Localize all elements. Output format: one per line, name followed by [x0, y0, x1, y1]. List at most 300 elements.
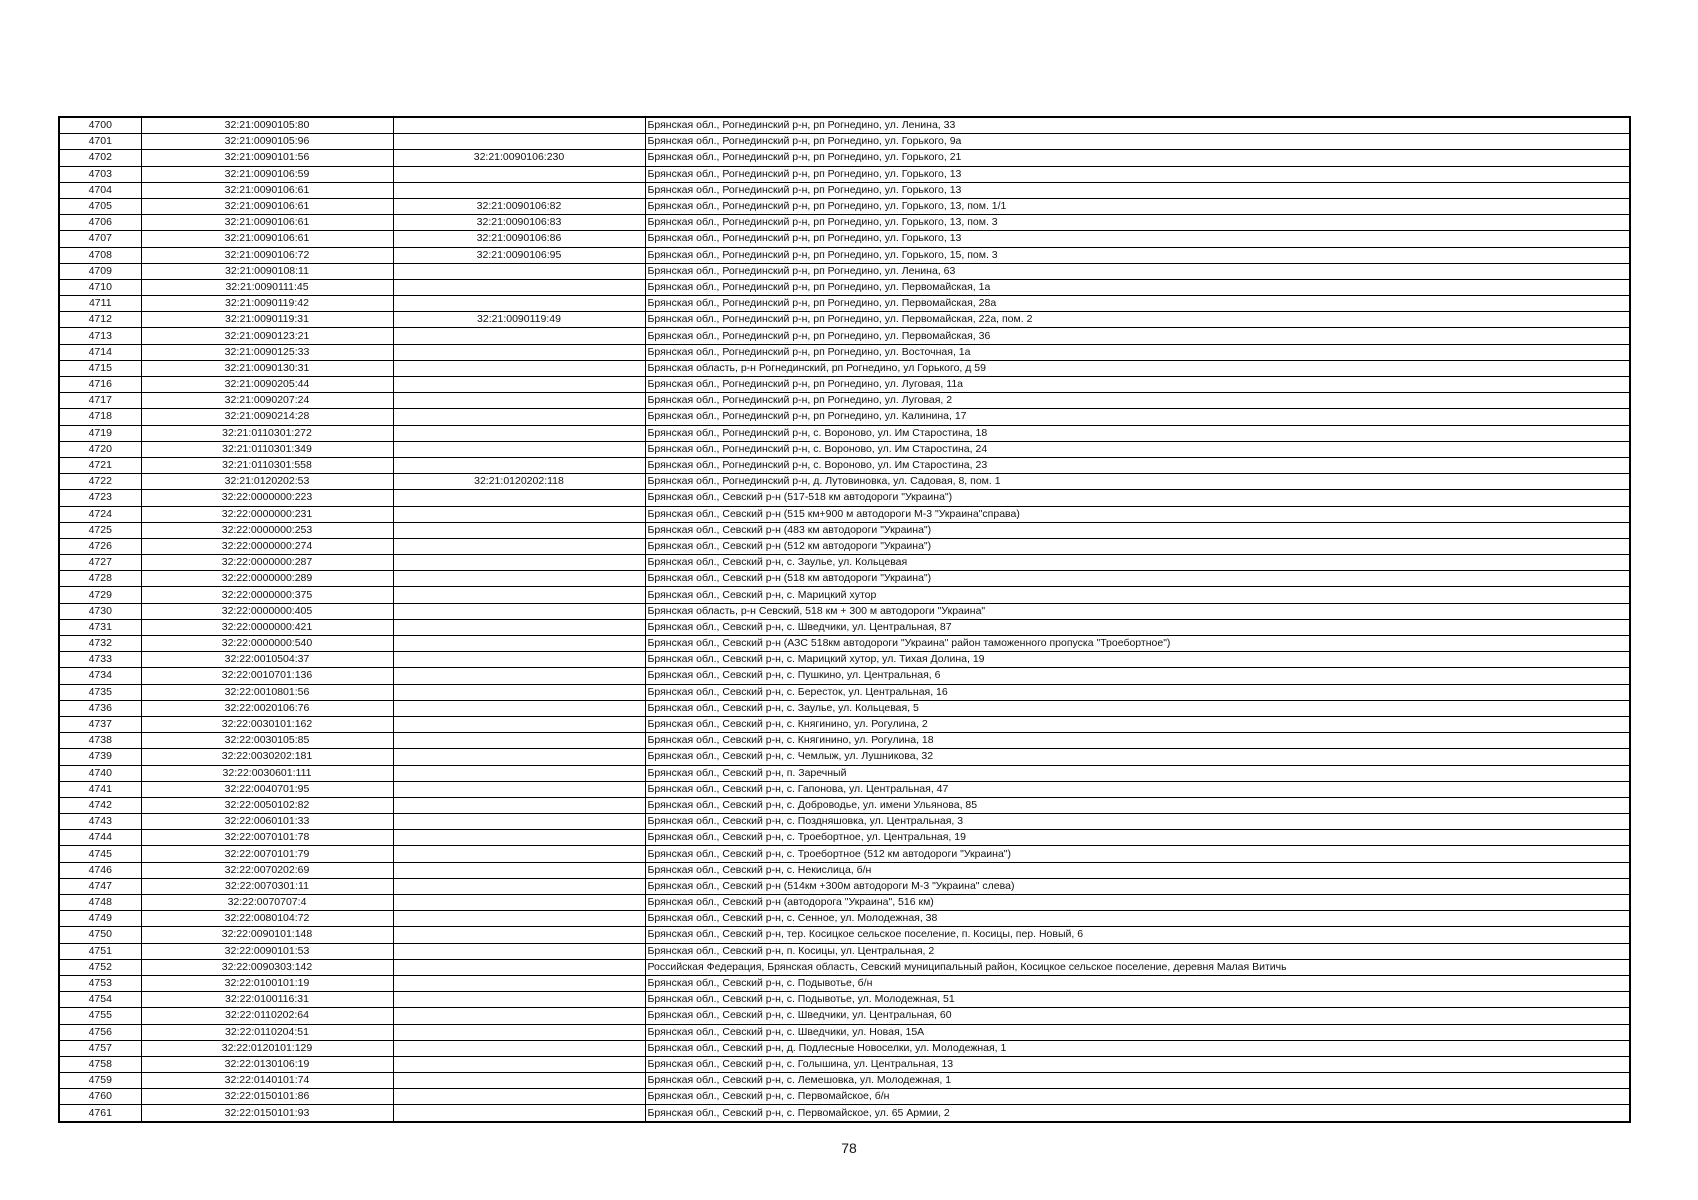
- cadastral-number-cell: 32:22:0070301:11: [141, 878, 393, 894]
- row-number-cell: 4752: [59, 959, 141, 975]
- address-cell: Брянская обл., Севский р-н (518 км автодороги "Украина"): [645, 571, 1630, 587]
- parent-cadastral-cell: [393, 409, 645, 425]
- parent-cadastral-cell: [393, 797, 645, 813]
- table-row: [59, 862, 1630, 878]
- table-row: [59, 538, 1630, 554]
- table-row: [59, 1105, 1630, 1122]
- row-number-cell: 4725: [59, 522, 141, 538]
- address-cell: Брянская обл., Севский р-н, с. Пушкино, ул. Центральная, 6: [645, 668, 1630, 684]
- parent-cadastral-cell: 32:21:0120202:118: [393, 474, 645, 490]
- cadastral-number-cell: 32:22:0000000:253: [141, 522, 393, 538]
- address-cell: Брянская обл., Рогнединский р-н, с. Вороново, ул. Им Старостина, 23: [645, 457, 1630, 473]
- parent-cadastral-cell: [393, 619, 645, 635]
- table-row: [59, 749, 1630, 765]
- address-cell: Брянская обл., Рогнединский р-н, рп Рогнедино, ул. Горького, 13: [645, 231, 1630, 247]
- table-row: [59, 150, 1630, 166]
- table-row: [59, 393, 1630, 409]
- table-row: [59, 457, 1630, 473]
- row-number-cell: 4706: [59, 215, 141, 231]
- cadastral-number-cell: 32:21:0090108:11: [141, 263, 393, 279]
- table-row: [59, 1073, 1630, 1089]
- parent-cadastral-cell: [393, 716, 645, 732]
- cadastral-number-cell: 32:21:0090105:96: [141, 134, 393, 150]
- row-number-cell: 4728: [59, 571, 141, 587]
- cadastral-number-cell: 32:21:0090101:56: [141, 150, 393, 166]
- table-row: [59, 716, 1630, 732]
- row-number-cell: 4718: [59, 409, 141, 425]
- parent-cadastral-cell: [393, 895, 645, 911]
- table-row: [59, 1024, 1630, 1040]
- table-row: [59, 587, 1630, 603]
- address-cell: Брянская область, р-н Севский, 518 км + 300 м автодороги "Украина": [645, 603, 1630, 619]
- table-row: [59, 846, 1630, 862]
- parent-cadastral-cell: 32:21:0090119:49: [393, 312, 645, 328]
- table-row: [59, 603, 1630, 619]
- table-row: [59, 830, 1630, 846]
- table-row: [59, 409, 1630, 425]
- cadastral-number-cell: 32:21:0090214:28: [141, 409, 393, 425]
- row-number-cell: 4750: [59, 927, 141, 943]
- cadastral-number-cell: 32:22:0150101:86: [141, 1089, 393, 1105]
- row-number-cell: 4700: [59, 117, 141, 134]
- parent-cadastral-cell: 32:21:0090106:86: [393, 231, 645, 247]
- parent-cadastral-cell: [393, 279, 645, 295]
- row-number-cell: 4727: [59, 555, 141, 571]
- row-number-cell: 4704: [59, 182, 141, 198]
- table-row: [59, 231, 1630, 247]
- row-number-cell: 4708: [59, 247, 141, 263]
- row-number-cell: 4745: [59, 846, 141, 862]
- parent-cadastral-cell: [393, 393, 645, 409]
- table-row: [59, 684, 1630, 700]
- row-number-cell: 4702: [59, 150, 141, 166]
- address-cell: Брянская обл., Севский р-н, с. Доброводье, ул. имени Ульянова, 85: [645, 797, 1630, 813]
- cadastral-number-cell: 32:21:0090205:44: [141, 377, 393, 393]
- table-row: [59, 474, 1630, 490]
- cadastral-number-cell: 32:22:0100101:19: [141, 975, 393, 991]
- address-cell: Брянская обл., Севский р-н, с. Шведчики, ул. Центральная, 87: [645, 619, 1630, 635]
- cadastral-number-cell: 32:22:0060101:33: [141, 814, 393, 830]
- address-cell: Брянская обл., Севский р-н, с. Подывотье, ул. Молодежная, 51: [645, 992, 1630, 1008]
- parent-cadastral-cell: [393, 134, 645, 150]
- parent-cadastral-cell: [393, 927, 645, 943]
- address-cell: Брянская обл., Рогнединский р-н, рп Рогнедино, ул. Горького, 13, пом. 3: [645, 215, 1630, 231]
- table-row: [59, 490, 1630, 506]
- cadastral-number-cell: 32:22:0010801:56: [141, 684, 393, 700]
- cadastral-number-cell: 32:21:0090106:61: [141, 182, 393, 198]
- row-number-cell: 4717: [59, 393, 141, 409]
- row-number-cell: 4739: [59, 749, 141, 765]
- cadastral-number-cell: 32:22:0000000:274: [141, 538, 393, 554]
- parent-cadastral-cell: 32:21:0090106:230: [393, 150, 645, 166]
- cadastral-number-cell: 32:22:0100116:31: [141, 992, 393, 1008]
- cadastral-number-cell: 32:21:0090119:31: [141, 312, 393, 328]
- address-cell: Российская Федерация, Брянская область, Севский муниципальный район, Косицкое сельское поселение, деревня Малая Витичь: [645, 959, 1630, 975]
- parent-cadastral-cell: [393, 846, 645, 862]
- parent-cadastral-cell: [393, 765, 645, 781]
- address-cell: Брянская обл., Севский р-н, с. Княгинино, ул. Рогулина, 2: [645, 716, 1630, 732]
- parent-cadastral-cell: [393, 328, 645, 344]
- row-number-cell: 4709: [59, 263, 141, 279]
- parent-cadastral-cell: [393, 668, 645, 684]
- table-row: [59, 555, 1630, 571]
- address-cell: Брянская обл., Севский р-н, с. Голышина, ул. Центральная, 13: [645, 1056, 1630, 1072]
- address-cell: Брянская обл., Севский р-н, с. Троебортное, ул. Центральная, 19: [645, 830, 1630, 846]
- parent-cadastral-cell: [393, 830, 645, 846]
- cadastral-number-cell: 32:22:0110202:64: [141, 1008, 393, 1024]
- cadastral-number-cell: 32:22:0020106:76: [141, 700, 393, 716]
- parent-cadastral-cell: 32:21:0090106:95: [393, 247, 645, 263]
- table-row: [59, 571, 1630, 587]
- parent-cadastral-cell: [393, 878, 645, 894]
- table-row: [59, 215, 1630, 231]
- row-number-cell: 4732: [59, 636, 141, 652]
- address-cell: Брянская обл., Севский р-н, с. Некислица, б/н: [645, 862, 1630, 878]
- address-cell: Брянская обл., Севский р-н, с. Шведчики, ул. Новая, 15А: [645, 1024, 1630, 1040]
- address-cell: Брянская обл., Севский р-н, тер. Косицкое сельское поселение, п. Косицы, пер. Новый, 6: [645, 927, 1630, 943]
- address-cell: Брянская обл., Рогнединский р-н, рп Рогнедино, ул. Первомайская, 28а: [645, 296, 1630, 312]
- table-row: [59, 765, 1630, 781]
- table-row: [59, 182, 1630, 198]
- row-number-cell: 4723: [59, 490, 141, 506]
- row-number-cell: 4741: [59, 781, 141, 797]
- parent-cadastral-cell: [393, 1105, 645, 1122]
- table-row: [59, 668, 1630, 684]
- cadastral-number-cell: 32:22:0000000:289: [141, 571, 393, 587]
- table-row: [59, 781, 1630, 797]
- address-cell: Брянская обл., Рогнединский р-н, рп Рогнедино, ул. Луговая, 11а: [645, 377, 1630, 393]
- table-row: [59, 279, 1630, 295]
- address-cell: Брянская обл., Рогнединский р-н, рп Рогнедино, ул. Ленина, 63: [645, 263, 1630, 279]
- parent-cadastral-cell: [393, 652, 645, 668]
- row-number-cell: 4714: [59, 344, 141, 360]
- row-number-cell: 4736: [59, 700, 141, 716]
- row-number-cell: 4758: [59, 1056, 141, 1072]
- address-cell: Брянская обл., Рогнединский р-н, рп Рогнедино, ул. Первомайская, 1а: [645, 279, 1630, 295]
- table-row: [59, 360, 1630, 376]
- parent-cadastral-cell: [393, 749, 645, 765]
- address-cell: Брянская обл., Севский р-н, с. Лемешовка, ул. Молодежная, 1: [645, 1073, 1630, 1089]
- address-cell: Брянская обл., Рогнединский р-н, рп Рогнедино, ул. Первомайская, 36: [645, 328, 1630, 344]
- table-row: [59, 797, 1630, 813]
- address-cell: Брянская обл., Севский р-н (517-518 км автодороги "Украина"): [645, 490, 1630, 506]
- parent-cadastral-cell: [393, 360, 645, 376]
- address-cell: Брянская обл., Севский р-н, с. Подывотье, б/н: [645, 975, 1630, 991]
- row-number-cell: 4753: [59, 975, 141, 991]
- row-number-cell: 4721: [59, 457, 141, 473]
- table-row: [59, 814, 1630, 830]
- address-cell: Брянская обл., Севский р-н, с. Заулье, ул. Кольцевая: [645, 555, 1630, 571]
- row-number-cell: 4712: [59, 312, 141, 328]
- parent-cadastral-cell: [393, 263, 645, 279]
- address-cell: Брянская обл., Севский р-н, п. Косицы, ул. Центральная, 2: [645, 943, 1630, 959]
- table-row: [59, 943, 1630, 959]
- cadastral-number-cell: 32:22:0030105:85: [141, 733, 393, 749]
- cadastral-number-cell: 32:22:0000000:405: [141, 603, 393, 619]
- parent-cadastral-cell: [393, 1040, 645, 1056]
- cadastral-number-cell: 32:22:0010504:37: [141, 652, 393, 668]
- table-row: [59, 522, 1630, 538]
- parent-cadastral-cell: [393, 992, 645, 1008]
- row-number-cell: 4703: [59, 166, 141, 182]
- address-cell: Брянская обл., Рогнединский р-н, рп Рогнедино, ул. Горького, 13, пом. 1/1: [645, 198, 1630, 214]
- address-cell: Брянская обл., Рогнединский р-н, рп Рогнедино, ул. Восточная, 1а: [645, 344, 1630, 360]
- table-row: [59, 636, 1630, 652]
- row-number-cell: 4757: [59, 1040, 141, 1056]
- parent-cadastral-cell: [393, 959, 645, 975]
- row-number-cell: 4754: [59, 992, 141, 1008]
- parent-cadastral-cell: [393, 1089, 645, 1105]
- address-cell: Брянская обл., Севский р-н (автодорога "Украина", 516 км): [645, 895, 1630, 911]
- address-cell: Брянская обл., Севский р-н, с. Первомайское, ул. 65 Армии, 2: [645, 1105, 1630, 1122]
- cadastral-number-cell: 32:22:0070101:79: [141, 846, 393, 862]
- cadastral-number-cell: 32:21:0090106:61: [141, 215, 393, 231]
- parent-cadastral-cell: 32:21:0090106:82: [393, 198, 645, 214]
- address-cell: Брянская обл., Рогнединский р-н, рп Рогнедино, ул. Калинина, 17: [645, 409, 1630, 425]
- row-number-cell: 4737: [59, 716, 141, 732]
- parent-cadastral-cell: [393, 457, 645, 473]
- parent-cadastral-cell: [393, 377, 645, 393]
- parent-cadastral-cell: [393, 555, 645, 571]
- cadastral-number-cell: 32:21:0090125:33: [141, 344, 393, 360]
- cadastral-number-cell: 32:21:0090106:72: [141, 247, 393, 263]
- row-number-cell: 4742: [59, 797, 141, 813]
- cadastral-number-cell: 32:22:0000000:421: [141, 619, 393, 635]
- address-cell: Брянская область, р-н Рогнединский, рп Рогнедино, ул Горького, д 59: [645, 360, 1630, 376]
- parent-cadastral-cell: 32:21:0090106:83: [393, 215, 645, 231]
- cadastral-number-cell: 32:22:0140101:74: [141, 1073, 393, 1089]
- table-row: [59, 134, 1630, 150]
- table-row: [59, 992, 1630, 1008]
- table-row: [59, 166, 1630, 182]
- row-number-cell: 4711: [59, 296, 141, 312]
- cadastral-number-cell: 32:21:0090119:42: [141, 296, 393, 312]
- parent-cadastral-cell: [393, 1056, 645, 1072]
- parent-cadastral-cell: [393, 975, 645, 991]
- row-number-cell: 4715: [59, 360, 141, 376]
- row-number-cell: 4751: [59, 943, 141, 959]
- table-row: [59, 733, 1630, 749]
- page-number: 78: [841, 1140, 857, 1156]
- table-row: [59, 377, 1630, 393]
- table-row: [59, 441, 1630, 457]
- parent-cadastral-cell: [393, 781, 645, 797]
- parent-cadastral-cell: [393, 814, 645, 830]
- table-row: [59, 1008, 1630, 1024]
- cadastral-number-cell: 32:22:0000000:231: [141, 506, 393, 522]
- parent-cadastral-cell: [393, 1024, 645, 1040]
- table-row: [59, 878, 1630, 894]
- table-row: [59, 312, 1630, 328]
- row-number-cell: 4720: [59, 441, 141, 457]
- table-row: [59, 328, 1630, 344]
- row-number-cell: 4719: [59, 425, 141, 441]
- address-cell: Брянская обл., Севский р-н, с. Марицкий хутор: [645, 587, 1630, 603]
- parent-cadastral-cell: [393, 733, 645, 749]
- cadastral-number-cell: 32:22:0090101:53: [141, 943, 393, 959]
- row-number-cell: 4761: [59, 1105, 141, 1122]
- cadastral-number-cell: 32:22:0030601:111: [141, 765, 393, 781]
- address-cell: Брянская обл., Севский р-н (512 км автодороги "Украина"): [645, 538, 1630, 554]
- parent-cadastral-cell: [393, 506, 645, 522]
- table-row: [59, 263, 1630, 279]
- row-number-cell: 4713: [59, 328, 141, 344]
- cadastral-number-cell: 32:21:0090123:21: [141, 328, 393, 344]
- cadastral-number-cell: 32:21:0090106:61: [141, 198, 393, 214]
- address-cell: Брянская обл., Севский р-н, с. Заулье, ул. Кольцевая, 5: [645, 700, 1630, 716]
- table-row: [59, 1056, 1630, 1072]
- table-row: [59, 652, 1630, 668]
- parent-cadastral-cell: [393, 943, 645, 959]
- address-cell: Брянская обл., Севский р-н, с. Чемлыж, ул. Лушникова, 32: [645, 749, 1630, 765]
- parent-cadastral-cell: [393, 117, 645, 134]
- cadastral-number-cell: 32:22:0040701:95: [141, 781, 393, 797]
- cadastral-number-cell: 32:22:0150101:93: [141, 1105, 393, 1122]
- cadastral-number-cell: 32:22:0090101:148: [141, 927, 393, 943]
- address-cell: Брянская обл., Рогнединский р-н, с. Вороново, ул. Им Старостина, 18: [645, 425, 1630, 441]
- cadastral-number-cell: 32:22:0030101:162: [141, 716, 393, 732]
- row-number-cell: 4746: [59, 862, 141, 878]
- row-number-cell: 4716: [59, 377, 141, 393]
- address-cell: Брянская обл., Рогнединский р-н, с. Вороново, ул. Им Старостина, 24: [645, 441, 1630, 457]
- cadastral-number-cell: 32:21:0110301:558: [141, 457, 393, 473]
- cadastral-number-cell: 32:22:0000000:375: [141, 587, 393, 603]
- parent-cadastral-cell: [393, 911, 645, 927]
- row-number-cell: 4726: [59, 538, 141, 554]
- row-number-cell: 4734: [59, 668, 141, 684]
- address-cell: Брянская обл., Севский р-н, с. Марицкий хутор, ул. Тихая Долина, 19: [645, 652, 1630, 668]
- row-number-cell: 4729: [59, 587, 141, 603]
- registry-table: [58, 116, 1631, 1123]
- parent-cadastral-cell: [393, 684, 645, 700]
- row-number-cell: 4722: [59, 474, 141, 490]
- row-number-cell: 4744: [59, 830, 141, 846]
- cadastral-number-cell: 32:22:0070101:78: [141, 830, 393, 846]
- parent-cadastral-cell: [393, 700, 645, 716]
- table-row: [59, 506, 1630, 522]
- row-number-cell: 4760: [59, 1089, 141, 1105]
- cadastral-number-cell: 32:22:0070202:69: [141, 862, 393, 878]
- cadastral-number-cell: 32:22:0120101:129: [141, 1040, 393, 1056]
- table-row: [59, 619, 1630, 635]
- address-cell: Брянская обл., Севский р-н, д. Подлесные Новоселки, ул. Молодежная, 1: [645, 1040, 1630, 1056]
- address-cell: Брянская обл., Севский р-н, с. Первомайское, б/н: [645, 1089, 1630, 1105]
- address-cell: Брянская обл., Рогнединский р-н, рп Рогнедино, ул. Горького, 21: [645, 150, 1630, 166]
- row-number-cell: 4738: [59, 733, 141, 749]
- address-cell: Брянская обл., Рогнединский р-н, рп Рогнедино, ул. Горького, 9а: [645, 134, 1630, 150]
- parent-cadastral-cell: [393, 636, 645, 652]
- cadastral-number-cell: 32:22:0080104:72: [141, 911, 393, 927]
- row-number-cell: 4710: [59, 279, 141, 295]
- cadastral-number-cell: 32:22:0090303:142: [141, 959, 393, 975]
- cadastral-number-cell: 32:21:0110301:349: [141, 441, 393, 457]
- cadastral-number-cell: 32:22:0000000:287: [141, 555, 393, 571]
- table-row: [59, 975, 1630, 991]
- registry-table-body: [59, 117, 1630, 1122]
- address-cell: Брянская обл., Рогнединский р-н, рп Рогнедино, ул. Горького, 15, пом. 3: [645, 247, 1630, 263]
- address-cell: Брянская обл., Севский р-н, с. Гапонова, ул. Центральная, 47: [645, 781, 1630, 797]
- parent-cadastral-cell: [393, 182, 645, 198]
- address-cell: Брянская обл., Севский р-н, с. Шведчики, ул. Центральная, 60: [645, 1008, 1630, 1024]
- row-number-cell: 4705: [59, 198, 141, 214]
- address-cell: Брянская обл., Рогнединский р-н, д. Лутовиновка, ул. Садовая, 8, пом. 1: [645, 474, 1630, 490]
- cadastral-number-cell: 32:22:0050102:82: [141, 797, 393, 813]
- address-cell: Брянская обл., Рогнединский р-н, рп Рогнедино, ул. Луговая, 2: [645, 393, 1630, 409]
- parent-cadastral-cell: [393, 1073, 645, 1089]
- row-number-cell: 4755: [59, 1008, 141, 1024]
- cadastral-number-cell: 32:21:0090106:59: [141, 166, 393, 182]
- address-cell: Брянская обл., Севский р-н (514км +300м автодороги М-3 "Украина" слева): [645, 878, 1630, 894]
- address-cell: Брянская обл., Рогнединский р-н, рп Рогнедино, ул. Горького, 13: [645, 166, 1630, 182]
- address-cell: Брянская обл., Рогнединский р-н, рп Рогнедино, ул. Горького, 13: [645, 182, 1630, 198]
- address-cell: Брянская обл., Севский р-н (515 км+900 м автодороги М-3 "Украина"справа): [645, 506, 1630, 522]
- row-number-cell: 4743: [59, 814, 141, 830]
- address-cell: Брянская обл., Рогнединский р-н, рп Рогнедино, ул. Первомайская, 22а, пом. 2: [645, 312, 1630, 328]
- parent-cadastral-cell: [393, 1008, 645, 1024]
- parent-cadastral-cell: [393, 862, 645, 878]
- cadastral-number-cell: 32:21:0090130:31: [141, 360, 393, 376]
- cadastral-number-cell: 32:21:0110301:272: [141, 425, 393, 441]
- table-row: [59, 198, 1630, 214]
- cadastral-number-cell: 32:22:0110204:51: [141, 1024, 393, 1040]
- row-number-cell: 4747: [59, 878, 141, 894]
- row-number-cell: 4759: [59, 1073, 141, 1089]
- address-cell: Брянская обл., Севский р-н, с. Поздняшовка, ул. Центральная, 3: [645, 814, 1630, 830]
- cadastral-number-cell: 32:22:0000000:540: [141, 636, 393, 652]
- parent-cadastral-cell: [393, 344, 645, 360]
- address-cell: Брянская обл., Севский р-н (АЗС 518км автодороги "Украина" район таможенного пропуска "Троебортное"): [645, 636, 1630, 652]
- parent-cadastral-cell: [393, 296, 645, 312]
- parent-cadastral-cell: [393, 490, 645, 506]
- row-number-cell: 4731: [59, 619, 141, 635]
- row-number-cell: 4749: [59, 911, 141, 927]
- cadastral-number-cell: 32:21:0090105:80: [141, 117, 393, 134]
- row-number-cell: 4730: [59, 603, 141, 619]
- cadastral-number-cell: 32:22:0010701:136: [141, 668, 393, 684]
- parent-cadastral-cell: [393, 166, 645, 182]
- address-cell: Брянская обл., Рогнединский р-н, рп Рогнедино, ул. Ленина, 33: [645, 117, 1630, 134]
- parent-cadastral-cell: [393, 522, 645, 538]
- row-number-cell: 4724: [59, 506, 141, 522]
- address-cell: Брянская обл., Севский р-н, с. Троебортное (512 км автодороги "Украина"): [645, 846, 1630, 862]
- table-row: [59, 425, 1630, 441]
- table-row: [59, 344, 1630, 360]
- table-row: [59, 296, 1630, 312]
- address-cell: Брянская обл., Севский р-н, с. Бересток, ул. Центральная, 16: [645, 684, 1630, 700]
- parent-cadastral-cell: [393, 603, 645, 619]
- row-number-cell: 4701: [59, 134, 141, 150]
- table-row: [59, 1089, 1630, 1105]
- parent-cadastral-cell: [393, 587, 645, 603]
- parent-cadastral-cell: [393, 571, 645, 587]
- cadastral-number-cell: 32:22:0070707:4: [141, 895, 393, 911]
- row-number-cell: 4707: [59, 231, 141, 247]
- row-number-cell: 4748: [59, 895, 141, 911]
- cadastral-number-cell: 32:21:0090111:45: [141, 279, 393, 295]
- address-cell: Брянская обл., Севский р-н (483 км автодороги "Украина"): [645, 522, 1630, 538]
- row-number-cell: 4740: [59, 765, 141, 781]
- table-row: [59, 247, 1630, 263]
- parent-cadastral-cell: [393, 425, 645, 441]
- address-cell: Брянская обл., Севский р-н, п. Заречный: [645, 765, 1630, 781]
- table-row: [59, 117, 1630, 134]
- cadastral-number-cell: 32:21:0090207:24: [141, 393, 393, 409]
- row-number-cell: 4733: [59, 652, 141, 668]
- table-row: [59, 1040, 1630, 1056]
- parent-cadastral-cell: [393, 538, 645, 554]
- cadastral-number-cell: 32:22:0130106:19: [141, 1056, 393, 1072]
- cadastral-number-cell: 32:21:0120202:53: [141, 474, 393, 490]
